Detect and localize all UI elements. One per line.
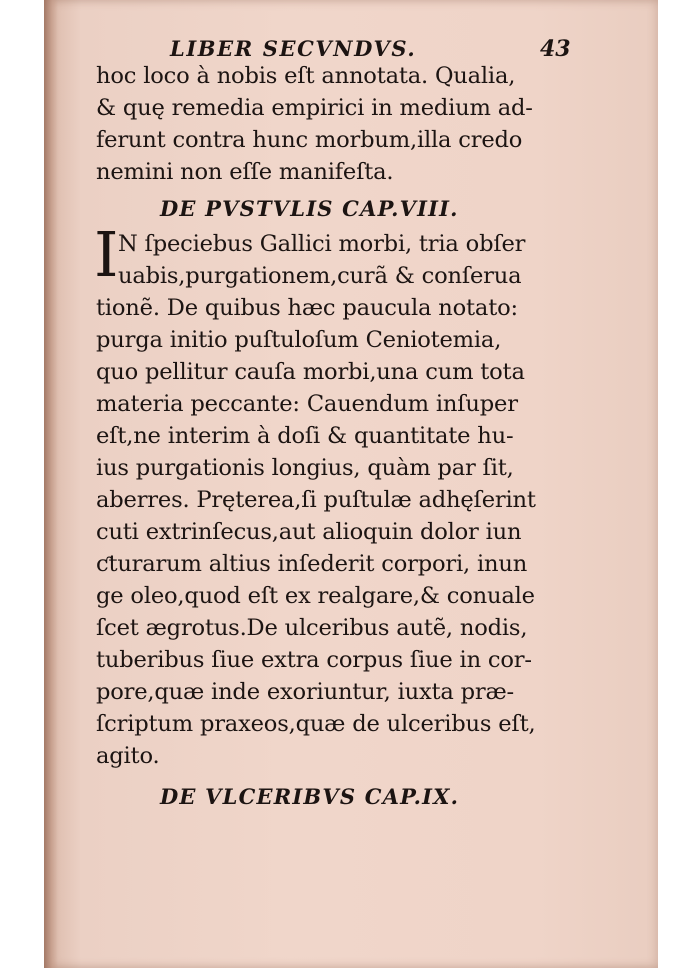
chapter-heading: DE PVSTVLIS CAP.VIII. (160, 196, 459, 221)
text-line: ius purgationis longius, quàm par ſit, (96, 455, 514, 481)
text-line: nemini non eſſe manifeſta. (96, 159, 394, 185)
text-line: eſt,ne interim à doſi & quantitate hu- (96, 423, 514, 449)
text-line: pore,quæ inde exoriuntur, iuxta præ- (96, 679, 514, 705)
text-line: ge oleo,quod eſt ex realgare,& conuale (96, 583, 535, 609)
text-line: purga initio puſtuloſum Ceniotemia, (96, 327, 502, 353)
page-number: 43 (540, 36, 571, 62)
text-line: aberres. Pręterea,ſi puſtulæ adhęſerint (96, 487, 536, 513)
running-title: LIBER SECVNDVS. (170, 36, 417, 61)
text-line: & quę remedia empirici in medium ad- (96, 95, 533, 121)
chapter-heading: DE VLCERIBVS CAP.IX. (160, 784, 460, 809)
text-line: tuberibus ſiue extra corpus ſiue in cor- (96, 647, 532, 673)
text-line: ſcriptum praxeos,quæ de ulceribus eſt, (96, 711, 536, 737)
text-line: materia peccante: Cauendum inſuper (96, 391, 518, 417)
text-line: quo pellitur cauſa morbi,una cum tota (96, 359, 525, 385)
page-gutter-shadow (44, 0, 58, 968)
text-line: ſcet ægrotus.De ulceribus autẽ, nodis, (96, 615, 528, 641)
drop-cap: I (94, 218, 119, 291)
text-line: uabis,purgationem,curã & conſerua (118, 263, 522, 289)
text-line: tionẽ. De quibus hæc paucula notato: (96, 295, 518, 321)
text-line: ferunt contra hunc morbum,illa credo (96, 127, 523, 153)
text-line: hoc loco à nobis eſt annotata. Qualia, (96, 63, 516, 89)
text-line: ƈturarum altius inſederit corpori, inun (96, 551, 528, 577)
text-line: cuti extrinſecus,aut alioquin dolor iun (96, 519, 522, 545)
text-line: agito. (96, 743, 160, 769)
text-line: N ſpeciebus Gallici morbi, tria obſer (118, 231, 526, 257)
